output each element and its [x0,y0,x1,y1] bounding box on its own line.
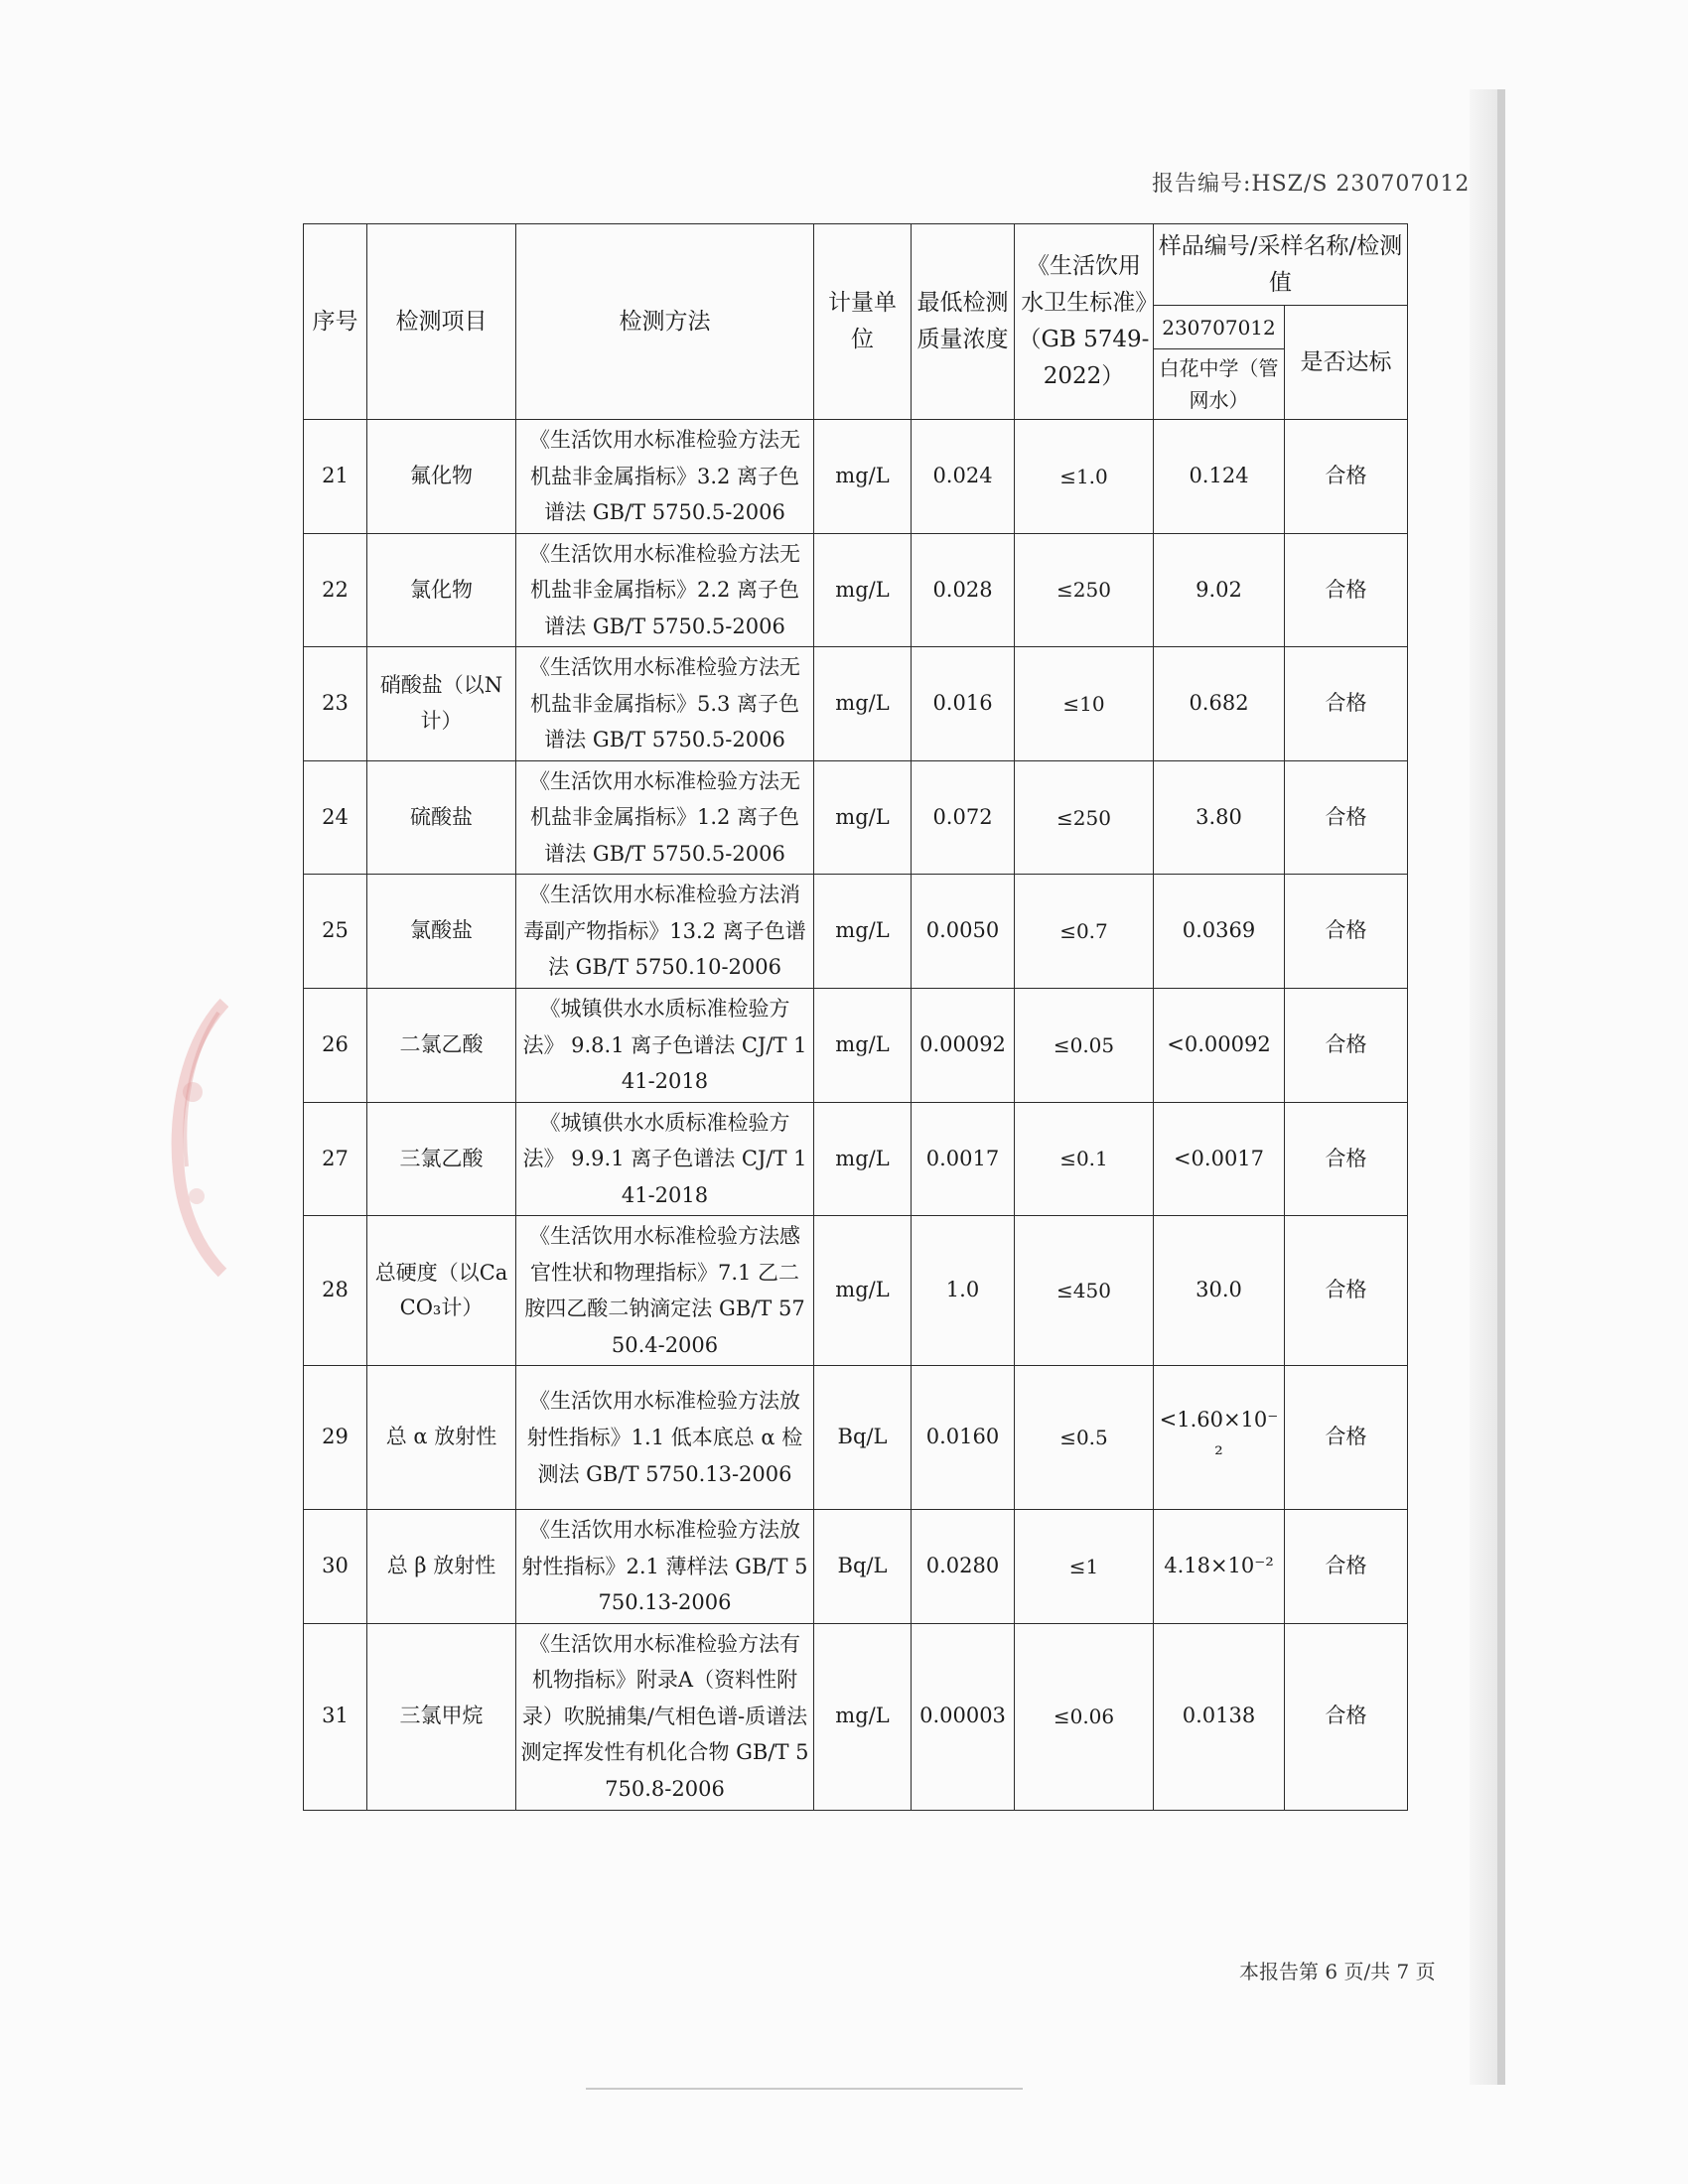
page-footer: 本报告第 6 页/共 7 页 [1239,1960,1436,1983]
row-min-concentration-cell: 0.00092 [912,988,1015,1102]
row-method-cell: 《生活饮用水标准检验方法消毒副产物指标》13.2 离子色谱法 GB/T 5750.10-2006 [516,875,814,989]
row-seq-cell: 31 [304,1623,367,1810]
header-sample-id: 230707012 [1154,306,1285,349]
header-standard-limit: 《生活饮用水卫生标准》（GB 5749-2022） [1015,224,1154,420]
row-result-cell: 合格 [1285,1510,1408,1624]
row-unit-cell: mg/L [814,1102,912,1216]
row-seq-cell: 23 [304,647,367,761]
row-method-cell: 《生活饮用水标准检验方法有机物指标》附录A（资料性附录）吹脱捕集/气相色谱-质谱法测定挥发性有机化合物 GB/T 5750.8-2006 [516,1623,814,1810]
row-item-cell: 硝酸盐（以N计） [367,647,516,761]
header-item: 检测项目 [367,224,516,420]
row-value-cell: <1.60×10⁻² [1154,1366,1285,1510]
table-row [304,875,1408,989]
row-item-cell: 二氯乙酸 [367,988,516,1102]
row-limit-cell: ≤250 [1015,760,1154,875]
table-row [304,647,1408,761]
row-unit-cell: mg/L [814,533,912,647]
table-row [304,420,1408,534]
row-min-concentration-cell: 0.0160 [912,1366,1015,1510]
header-compliance: 是否达标 [1285,306,1408,420]
row-method-cell: 《生活饮用水标准检验方法无机盐非金属指标》3.2 离子色谱法 GB/T 5750.5-2006 [516,420,814,534]
row-seq-cell: 24 [304,760,367,875]
table-row [304,988,1408,1102]
row-method-cell: 《生活饮用水标准检验方法放射性指标》1.1 低本底总 α 检测法 GB/T 5750.13-2006 [516,1366,814,1510]
row-item-cell: 氯化物 [367,533,516,647]
report-number: 报告编号:HSZ/S 230707012 [1152,172,1471,197]
row-seq-cell: 30 [304,1510,367,1624]
header-unit: 计量单位 [814,224,912,420]
row-seq-cell: 22 [304,533,367,647]
row-result-cell: 合格 [1285,760,1408,875]
table-row [304,533,1408,647]
row-value-cell: 0.682 [1154,647,1285,761]
row-value-cell: <0.0017 [1154,1102,1285,1216]
row-method-cell: 《生活饮用水标准检验方法无机盐非金属指标》1.2 离子色谱法 GB/T 5750.5-2006 [516,760,814,875]
header-sample-name: 白花中学（管网水） [1154,349,1285,420]
row-result-cell: 合格 [1285,1366,1408,1510]
row-limit-cell: ≤10 [1015,647,1154,761]
row-value-cell: 0.0369 [1154,875,1285,989]
row-value-cell: <0.00092 [1154,988,1285,1102]
row-method-cell: 《生活饮用水标准检验方法感官性状和物理指标》7.1 乙二胺四乙酸二钠滴定法 GB/T 5750.4-2006 [516,1216,814,1366]
row-item-cell: 氟化物 [367,420,516,534]
row-method-cell: 《生活饮用水标准检验方法无机盐非金属指标》2.2 离子色谱法 GB/T 5750.5-2006 [516,533,814,647]
row-unit-cell: mg/L [814,875,912,989]
row-limit-cell: ≤1 [1015,1510,1154,1624]
row-min-concentration-cell: 0.028 [912,533,1015,647]
row-seq-cell: 27 [304,1102,367,1216]
row-item-cell: 总 α 放射性 [367,1366,516,1510]
header-seq: 序号 [304,224,367,420]
row-min-concentration-cell: 0.024 [912,420,1015,534]
row-method-cell: 《生活饮用水标准检验方法无机盐非金属指标》5.3 离子色谱法 GB/T 5750.5-2006 [516,647,814,761]
row-min-concentration-cell: 0.016 [912,647,1015,761]
row-limit-cell: ≤0.06 [1015,1623,1154,1810]
row-result-cell: 合格 [1285,533,1408,647]
row-limit-cell: ≤0.1 [1015,1102,1154,1216]
row-value-cell: 30.0 [1154,1216,1285,1366]
table-row [304,1102,1408,1216]
row-unit-cell: mg/L [814,420,912,534]
row-item-cell: 总硬度（以CaCO₃计） [367,1216,516,1366]
table-row [304,760,1408,875]
row-result-cell: 合格 [1285,988,1408,1102]
row-min-concentration-cell: 0.00003 [912,1623,1015,1810]
row-seq-cell: 28 [304,1216,367,1366]
row-result-cell: 合格 [1285,647,1408,761]
row-item-cell: 三氯甲烷 [367,1623,516,1810]
row-min-concentration-cell: 1.0 [912,1216,1015,1366]
row-result-cell: 合格 [1285,420,1408,534]
header-min-concentration: 最低检测质量浓度 [912,224,1015,420]
row-unit-cell: Bq/L [814,1510,912,1624]
row-limit-cell: ≤250 [1015,533,1154,647]
row-item-cell: 氯酸盐 [367,875,516,989]
row-limit-cell: ≤0.5 [1015,1366,1154,1510]
row-limit-cell: ≤0.05 [1015,988,1154,1102]
table-row [304,1623,1408,1810]
row-method-cell: 《城镇供水水质标准检验方法》 9.8.1 离子色谱法 CJ/T 141-2018 [516,988,814,1102]
table-row [304,1366,1408,1510]
row-min-concentration-cell: 0.0017 [912,1102,1015,1216]
row-seq-cell: 25 [304,875,367,989]
row-min-concentration-cell: 0.0050 [912,875,1015,989]
row-seq-cell: 26 [304,988,367,1102]
row-result-cell: 合格 [1285,1623,1408,1810]
row-result-cell: 合格 [1285,875,1408,989]
row-unit-cell: mg/L [814,1623,912,1810]
row-result-cell: 合格 [1285,1102,1408,1216]
row-unit-cell: mg/L [814,1216,912,1366]
row-item-cell: 硫酸盐 [367,760,516,875]
row-value-cell: 4.18×10⁻² [1154,1510,1285,1624]
page-edge [1497,89,1505,2085]
row-seq-cell: 29 [304,1366,367,1510]
table-row [304,1510,1408,1624]
row-limit-cell: ≤1.0 [1015,420,1154,534]
row-item-cell: 总 β 放射性 [367,1510,516,1624]
header-sample-group: 样品编号/采样名称/检测值 [1154,224,1408,306]
row-unit-cell: mg/L [814,647,912,761]
row-min-concentration-cell: 0.0280 [912,1510,1015,1624]
table-row [304,1216,1408,1366]
row-limit-cell: ≤450 [1015,1216,1154,1366]
row-value-cell: 0.124 [1154,420,1285,534]
row-limit-cell: ≤0.7 [1015,875,1154,989]
row-value-cell: 9.02 [1154,533,1285,647]
row-result-cell: 合格 [1285,1216,1408,1366]
row-method-cell: 《城镇供水水质标准检验方法》 9.9.1 离子色谱法 CJ/T 141-2018 [516,1102,814,1216]
row-seq-cell: 21 [304,420,367,534]
row-unit-cell: mg/L [814,760,912,875]
row-value-cell: 0.0138 [1154,1623,1285,1810]
row-value-cell: 3.80 [1154,760,1285,875]
test-results-table [303,223,1408,1811]
scan-bottom-line [586,2088,1023,2090]
row-unit-cell: Bq/L [814,1366,912,1510]
row-method-cell: 《生活饮用水标准检验方法放射性指标》2.1 薄样法 GB/T 5750.13-2006 [516,1510,814,1624]
row-unit-cell: mg/L [814,988,912,1102]
row-item-cell: 三氯乙酸 [367,1102,516,1216]
row-min-concentration-cell: 0.072 [912,760,1015,875]
header-method: 检测方法 [516,224,814,420]
